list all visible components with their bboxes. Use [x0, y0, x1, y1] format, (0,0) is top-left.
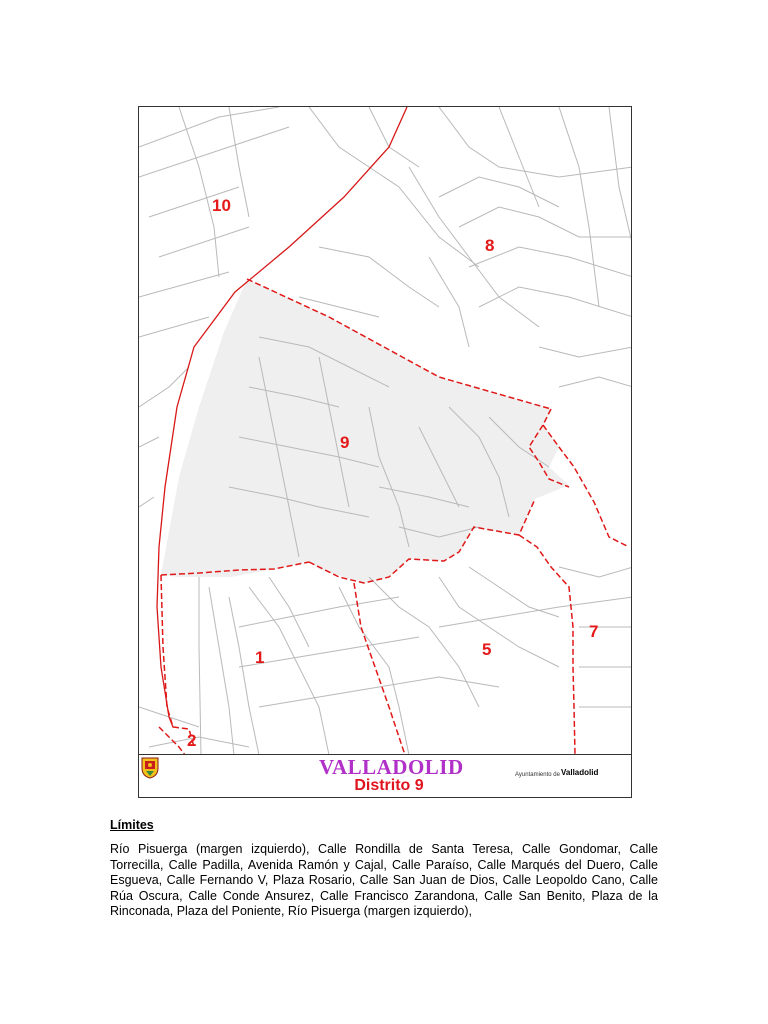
district-9-area — [161, 279, 569, 583]
district-label-5: 5 — [482, 640, 492, 659]
limits-text: Río Pisuerga (margen izquierdo), Calle Rondilla de Santa Teresa, Calle Gondomar, Calle Torrecilla, Calle Padilla, Avenida Ramón y Cajal, Calle Paraíso, Calle Marqués del Duero, Calle Esgueva, Calle Fernando V, Plaza Rosario, Calle San Juan de Dios, Calle Leopoldo Cano, Calle Rúa Oscura, Calle Conde Ansurez, Calle Francisco Zarandona, Calle San Benito, Plaza de la Rinconada, Plaza del Poniente, Río Pisuerga (margen izquierdo), — [110, 842, 658, 918]
map-subtitle: Distrito 9 — [354, 777, 424, 794]
org-label: Ayuntamiento de — [515, 772, 560, 778]
map-title-block — [139, 754, 631, 798]
district-label-10: 10 — [212, 196, 231, 215]
limits-section — [110, 818, 658, 832]
limits-heading: Límites — [110, 818, 154, 832]
city-crest-icon — [139, 755, 161, 779]
map-title: VALLADOLID — [319, 755, 464, 779]
district-label-1: 1 — [255, 648, 265, 667]
limits-body — [110, 842, 658, 920]
district-map — [138, 106, 632, 798]
district-label-7: 7 — [589, 622, 599, 641]
district-label-9: 9 — [340, 433, 350, 452]
district-label-2: 2 — [187, 731, 197, 750]
org-name: Valladolid — [561, 768, 599, 777]
district-label-8: 8 — [485, 236, 495, 255]
